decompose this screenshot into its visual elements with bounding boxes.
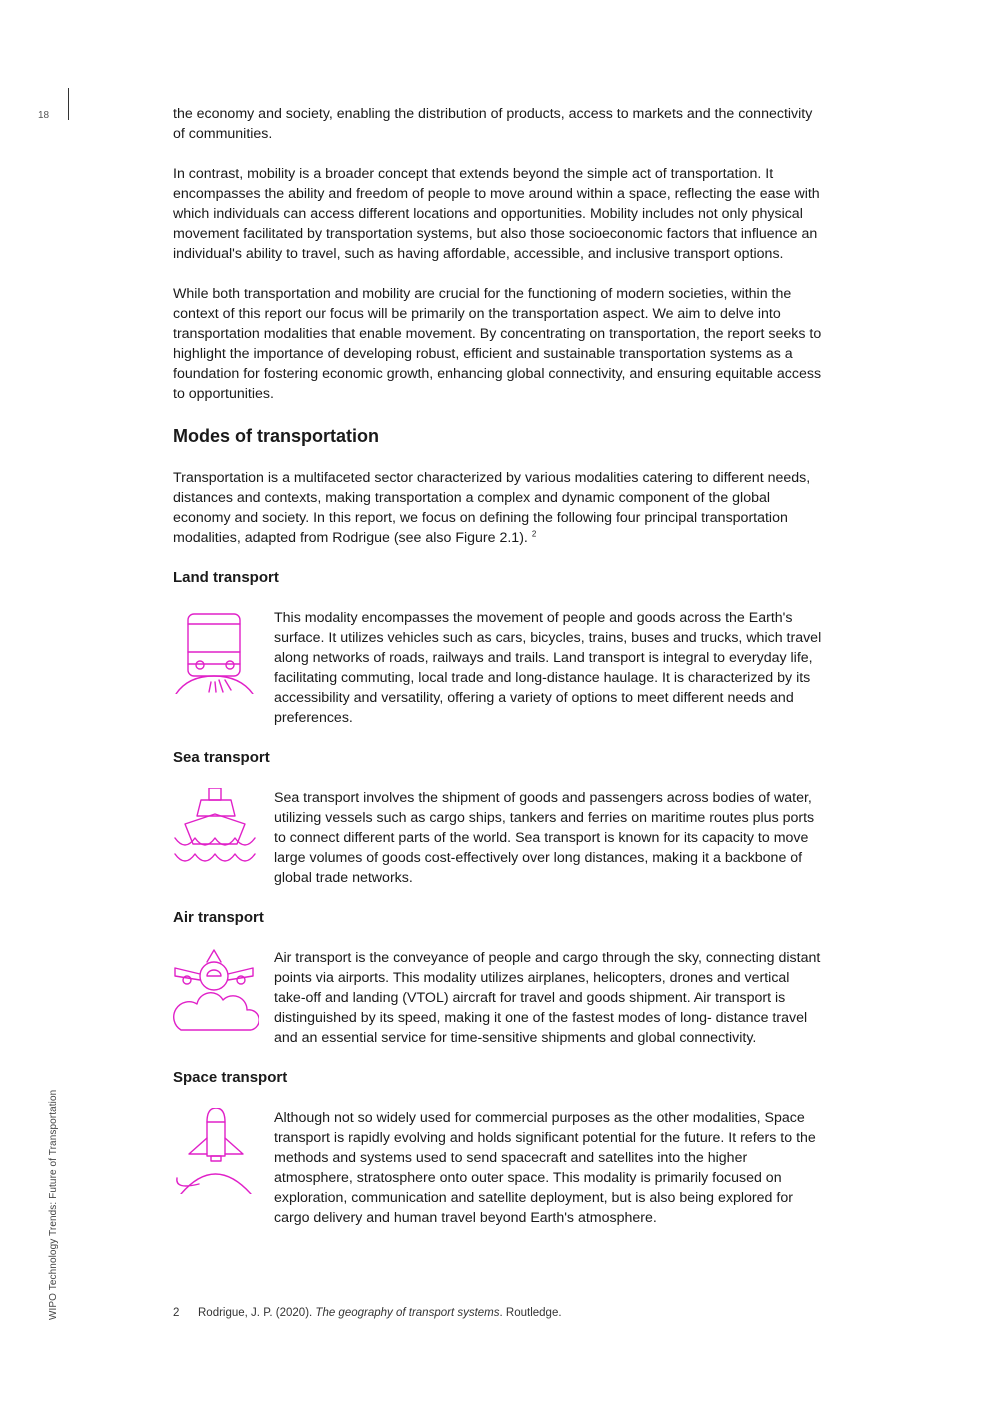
sea-transport-title: Sea transport: [173, 749, 270, 766]
land-transport-text: This modality encompasses the movement of people and goods across the Earth's surface. It utilizes vehicles such as cars, bicycles, trains, buses and trucks, which travel along networks of roads, railways and trails. Land transport is integral to everyday life, facilitating commuting, local trade and long-distance haulage. It is characterized by its accessibility and versatility, offering a variety of options to meet different needs and preferences.: [274, 610, 822, 726]
land-transport-title: Land transport: [173, 569, 279, 586]
space-transport-text: Although not so widely used for commercial purposes as the other modalities, Space transport is rapidly evolving and holds significant potential for the future. It refers to the methods and systems used to send spacecraft and satellites into the higher atmosphere, stratosphere onto outer space. This modality is primarily focused on exploration, communication and satellite deployment, but is also being explored for cargo delivery and human travel beyond Earth's atmosphere.: [274, 1110, 816, 1226]
rocket-icon: [173, 1108, 259, 1194]
footnote-publisher: . Routledge.: [499, 1307, 562, 1319]
footnote-reference[interactable]: 2: [531, 529, 537, 539]
sea-transport-text: Sea transport involves the shipment of goods and passengers across bodies of water, utilizing vessels such as cargo ships, tankers and ferries on maritime routes plus ports to connect different parts of the world. Sea transport is known for its capacity to move large volumes of goods cost-effectively over long distances, making it a backbone of global trade networks.: [274, 790, 815, 886]
train-icon: [173, 608, 259, 694]
footnote-author: Rodrigue, J. P. (2020).: [198, 1307, 316, 1319]
main-content: [173, 104, 823, 1248]
air-transport-block: [173, 948, 823, 1048]
footnote-book-title: The geography of transport systems: [315, 1307, 500, 1319]
air-transport-text: Air transport is the conveyance of people and cargo through the sky, connecting distant points via airports. This modality utilizes airplanes, helicopters, drones and vertical take-off and landing (VTOL) aircraft for travel and goods shipment. Air transport is distinguished by its speed, making it one of the fastest modes of long- distance travel and an essential service for time-sensitive shipments and global connectivity.: [274, 950, 821, 1046]
space-transport-title: Space transport: [173, 1069, 288, 1086]
paragraph-economy: the economy and society, enabling the distribution of products, access to markets and the connectivity of communities.: [173, 106, 813, 142]
land-transport-block: [173, 608, 823, 728]
page-number: 18: [38, 110, 50, 121]
ship-icon: [173, 788, 259, 874]
footnote-number: 2: [173, 1307, 180, 1319]
paragraph-modes-intro: [173, 468, 823, 548]
space-transport-block: [173, 1108, 823, 1228]
air-transport-title: Air transport: [173, 909, 264, 926]
section-title-modes: Modes of transportation: [173, 426, 379, 446]
modes-intro-text: Transportation is a multifaceted sector characterized by various modalities catering to different needs, distances and contexts, making transportation a complex and dynamic component of the global economy and society. In this report, we focus on defining the following four principal transportation modalities, adapted from Rodrigue (see also Figure 2.1).: [173, 470, 811, 546]
paragraph-focus: While both transportation and mobility are crucial for the functioning of modern societies, within the context of this report our focus will be primarily on the transportation aspect. We aim to delve into transportation modalities that enable movement. By concentrating on transportation, the report seeks to highlight the importance of developing robust, efficient and sustainable transportation systems as a foundation for fostering economic growth, enhancing global connectivity, and ensuring equitable access to opportunities.: [173, 286, 822, 402]
footnote: [173, 1307, 562, 1319]
airplane-icon: [173, 948, 259, 1034]
paragraph-mobility: In contrast, mobility is a broader concept that extends beyond the simple act of transportation. It encompasses the ability and freedom of people to move around within a space, reflecting the ease with which individuals can access different locations and opportunities. Mobility includes not only physical movement facilitated by transportation systems, but also those socioeconomic factors that influence an individual's ability to travel, such as having affordable, accessible, and inclusive transport options.: [173, 166, 820, 262]
sea-transport-block: [173, 788, 823, 888]
page-number-rule: [68, 88, 69, 120]
running-side-label: WIPO Technology Trends: Future of Transportation: [48, 1089, 59, 1320]
